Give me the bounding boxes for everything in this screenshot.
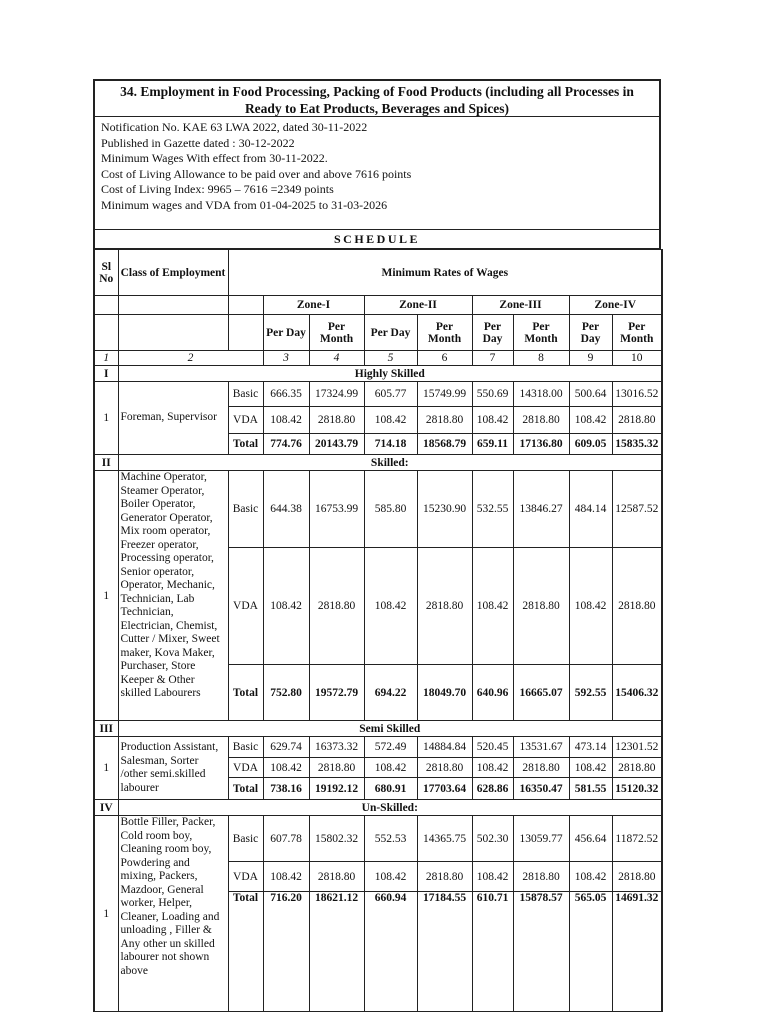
col-num-6: 6 bbox=[417, 351, 472, 366]
wage-cell: 14691.32 bbox=[612, 892, 662, 1012]
zone-2-header: Zone-II bbox=[364, 296, 472, 315]
wage-cell: 17703.64 bbox=[417, 778, 472, 800]
note-cola: Cost of Living Allowance to be paid over and above 7616 points bbox=[101, 166, 412, 181]
col-num-7: 7 bbox=[472, 351, 513, 366]
wage-cell: 2818.80 bbox=[417, 548, 472, 665]
row-label: Total bbox=[228, 778, 263, 800]
wage-cell: 2818.80 bbox=[417, 758, 472, 778]
header-min-rates: Minimum Rates of Wages bbox=[228, 250, 662, 296]
wage-cell: 108.42 bbox=[472, 548, 513, 665]
wage-cell: 20143.79 bbox=[309, 434, 364, 455]
sl-number: 1 bbox=[94, 382, 118, 455]
zone-3-header: Zone-III bbox=[472, 296, 569, 315]
wage-cell: 16665.07 bbox=[513, 665, 569, 721]
wage-cell: 14365.75 bbox=[417, 816, 472, 862]
wage-table bbox=[93, 249, 663, 1012]
wage-cell: 14884.84 bbox=[417, 737, 472, 758]
employment-class: Machine Operator, Steamer Operator, Boiler Operator, Generator Operator, Mix room operator, Freezer operator, Processing operator, Senior operator, Operator, Mechanic, Technician, Lab Technician, Electrician, Chemist, Cutter / Mixer, Sweet maker, Kova Maker, Purchaser, Store Keeper & Other skilled Labourers bbox=[118, 471, 228, 721]
page-title bbox=[93, 79, 661, 117]
wage-cell: 12301.52 bbox=[612, 737, 662, 758]
wage-cell: 500.64 bbox=[569, 382, 612, 407]
note-gazette: Published in Gazette dated : 30-12-2022 bbox=[101, 135, 295, 150]
wage-cell: 108.42 bbox=[569, 407, 612, 434]
wage-cell: 108.42 bbox=[472, 862, 513, 892]
sl-number: 1 bbox=[94, 816, 118, 1012]
sl-number: 1 bbox=[94, 737, 118, 800]
row-label: Basic bbox=[228, 382, 263, 407]
wage-cell: 484.14 bbox=[569, 471, 612, 548]
wage-cell: 17324.99 bbox=[309, 382, 364, 407]
wage-cell: 2818.80 bbox=[513, 548, 569, 665]
wage-cell: 13016.52 bbox=[612, 382, 662, 407]
wage-cell: 502.30 bbox=[472, 816, 513, 862]
row-label: Basic bbox=[228, 816, 263, 862]
wage-cell: 2818.80 bbox=[309, 862, 364, 892]
wage-cell: 15406.32 bbox=[612, 665, 662, 721]
wage-cell: 660.94 bbox=[364, 892, 417, 1012]
zone-4-header: Zone-IV bbox=[569, 296, 662, 315]
section-roman: III bbox=[94, 721, 118, 737]
wage-cell: 15835.32 bbox=[612, 434, 662, 455]
employment-class: Bottle Filler, Packer, Cold room boy, Cleaning room boy, Powdering and mixing, Packers, Mazdoor, General worker, Helper, Cleaner, Loading and unloading , Filler & Any other un skilled labourer not shown above bbox=[118, 816, 228, 1012]
wage-cell: 108.42 bbox=[364, 548, 417, 665]
wage-cell: 108.42 bbox=[263, 548, 309, 665]
wage-cell: 108.42 bbox=[364, 862, 417, 892]
row-label: VDA bbox=[228, 407, 263, 434]
wage-cell: 2818.80 bbox=[612, 548, 662, 665]
wage-cell: 666.35 bbox=[263, 382, 309, 407]
wage-cell: 609.05 bbox=[569, 434, 612, 455]
wage-cell: 18049.70 bbox=[417, 665, 472, 721]
wage-cell: 565.05 bbox=[569, 892, 612, 1012]
schedule-label: SCHEDULE bbox=[93, 230, 661, 249]
section-name: Skilled: bbox=[118, 455, 662, 471]
wage-cell: 108.42 bbox=[569, 862, 612, 892]
section-name: Un-Skilled: bbox=[118, 800, 662, 816]
wage-cell: 18621.12 bbox=[309, 892, 364, 1012]
wage-cell: 644.38 bbox=[263, 471, 309, 548]
section-header-row bbox=[94, 721, 662, 737]
section-roman: IV bbox=[94, 800, 118, 816]
wage-cell: 2818.80 bbox=[612, 407, 662, 434]
wage-cell: 628.86 bbox=[472, 778, 513, 800]
wage-cell: 19192.12 bbox=[309, 778, 364, 800]
zone-3-per-month: Per Month bbox=[513, 315, 569, 351]
wage-cell: 607.78 bbox=[263, 816, 309, 862]
wage-cell: 13059.77 bbox=[513, 816, 569, 862]
row-label: Basic bbox=[228, 737, 263, 758]
wage-cell: 108.42 bbox=[263, 407, 309, 434]
employment-class: Production Assistant, Salesman, Sorter /other semi.skilled labourer bbox=[118, 737, 228, 800]
wage-cell: 108.42 bbox=[569, 548, 612, 665]
wage-cell: 2818.80 bbox=[612, 758, 662, 778]
header-sl-no: Sl No bbox=[94, 250, 118, 296]
zone-1-header: Zone-I bbox=[263, 296, 364, 315]
section-name: Highly Skilled bbox=[118, 366, 662, 382]
section-name: Semi Skilled bbox=[118, 721, 662, 737]
wage-cell: 659.11 bbox=[472, 434, 513, 455]
wage-cell: 640.96 bbox=[472, 665, 513, 721]
section-header-row bbox=[94, 455, 662, 471]
zone-1-per-day: Per Day bbox=[263, 315, 309, 351]
wage-cell: 15802.32 bbox=[309, 816, 364, 862]
wage-cell: 13846.27 bbox=[513, 471, 569, 548]
note-notification: Notification No. KAE 63 LWA 2022, dated 30-11-2022 bbox=[101, 120, 368, 134]
note-period: Minimum wages and VDA from 01-04-2025 to 31-03-2026 bbox=[101, 197, 388, 212]
row-label: Total bbox=[228, 434, 263, 455]
wage-cell: 714.18 bbox=[364, 434, 417, 455]
row-label: VDA bbox=[228, 548, 263, 665]
wage-cell: 11872.52 bbox=[612, 816, 662, 862]
title-line-2: Ready to Eat Products, Beverages and Spices) bbox=[244, 101, 510, 116]
zone-2-per-day: Per Day bbox=[364, 315, 417, 351]
wage-cell: 17136.80 bbox=[513, 434, 569, 455]
wage-cell: 108.42 bbox=[263, 758, 309, 778]
header-class: Class of Employment bbox=[118, 250, 228, 296]
sl-number: 1 bbox=[94, 471, 118, 721]
wage-cell: 605.77 bbox=[364, 382, 417, 407]
wage-cell: 716.20 bbox=[263, 892, 309, 1012]
wage-cell: 2818.80 bbox=[513, 407, 569, 434]
wage-cell: 16350.47 bbox=[513, 778, 569, 800]
wage-cell: 19572.79 bbox=[309, 665, 364, 721]
wage-cell: 572.49 bbox=[364, 737, 417, 758]
column-number-row bbox=[94, 351, 662, 366]
col-num-8: 8 bbox=[513, 351, 569, 366]
wage-cell: 108.42 bbox=[472, 758, 513, 778]
wage-cell: 108.42 bbox=[569, 758, 612, 778]
section-roman: I bbox=[94, 366, 118, 382]
wage-cell: 2818.80 bbox=[513, 758, 569, 778]
zone-2-per-month: Per Month bbox=[417, 315, 472, 351]
wage-cell: 585.80 bbox=[364, 471, 417, 548]
wage-cell: 16753.99 bbox=[309, 471, 364, 548]
notification-notes bbox=[93, 117, 661, 230]
wage-cell: 473.14 bbox=[569, 737, 612, 758]
row-label: Total bbox=[228, 892, 263, 1012]
section-header-row bbox=[94, 366, 662, 382]
section-header-row bbox=[94, 800, 662, 816]
wage-schedule-page bbox=[93, 79, 661, 1024]
table-row bbox=[94, 737, 662, 758]
note-cost-index: Cost of Living Index: 9965 – 7616 =2349 points bbox=[101, 182, 334, 196]
wage-cell: 12587.52 bbox=[612, 471, 662, 548]
zone-4-per-month: Per Month bbox=[612, 315, 662, 351]
wage-cell: 774.76 bbox=[263, 434, 309, 455]
wage-cell: 108.42 bbox=[364, 758, 417, 778]
zone-3-per-day: Per Day bbox=[472, 315, 513, 351]
wage-cell: 738.16 bbox=[263, 778, 309, 800]
wage-cell: 108.42 bbox=[263, 862, 309, 892]
wage-cell: 2818.80 bbox=[309, 758, 364, 778]
col-num-2: 2 bbox=[118, 351, 263, 366]
table-row bbox=[94, 471, 662, 548]
wage-cell: 15230.90 bbox=[417, 471, 472, 548]
wage-cell: 610.71 bbox=[472, 892, 513, 1012]
row-label: Total bbox=[228, 665, 263, 721]
wage-cell: 456.64 bbox=[569, 816, 612, 862]
col-num-3: 3 bbox=[263, 351, 309, 366]
section-roman: II bbox=[94, 455, 118, 471]
zone-4-per-day: Per Day bbox=[569, 315, 612, 351]
wage-cell: 2818.80 bbox=[309, 407, 364, 434]
wage-cell: 108.42 bbox=[472, 407, 513, 434]
wage-cell: 15120.32 bbox=[612, 778, 662, 800]
employment-class: Foreman, Supervisor bbox=[118, 382, 228, 455]
wage-cell: 16373.32 bbox=[309, 737, 364, 758]
wage-cell: 629.74 bbox=[263, 737, 309, 758]
row-label: VDA bbox=[228, 862, 263, 892]
wage-cell: 15878.57 bbox=[513, 892, 569, 1012]
col-num-9: 9 bbox=[569, 351, 612, 366]
col-num-4: 4 bbox=[309, 351, 364, 366]
wage-cell: 2818.80 bbox=[612, 862, 662, 892]
wage-cell: 532.55 bbox=[472, 471, 513, 548]
row-label: VDA bbox=[228, 758, 263, 778]
wage-cell: 592.55 bbox=[569, 665, 612, 721]
wage-cell: 552.53 bbox=[364, 816, 417, 862]
col-num-5: 5 bbox=[364, 351, 417, 366]
wage-cell: 13531.67 bbox=[513, 737, 569, 758]
wage-cell: 581.55 bbox=[569, 778, 612, 800]
wage-cell: 680.91 bbox=[364, 778, 417, 800]
row-label: Basic bbox=[228, 471, 263, 548]
wage-cell: 694.22 bbox=[364, 665, 417, 721]
wage-cell: 17184.55 bbox=[417, 892, 472, 1012]
zone-1-per-month: Per Month bbox=[309, 315, 364, 351]
table-row bbox=[94, 382, 662, 407]
wage-cell: 18568.79 bbox=[417, 434, 472, 455]
wage-cell: 108.42 bbox=[364, 407, 417, 434]
wage-cell: 2818.80 bbox=[309, 548, 364, 665]
wage-cell: 2818.80 bbox=[513, 862, 569, 892]
wage-cell: 14318.00 bbox=[513, 382, 569, 407]
table-row bbox=[94, 816, 662, 862]
col-num-10: 10 bbox=[612, 351, 662, 366]
wage-cell: 2818.80 bbox=[417, 407, 472, 434]
title-line-1: 34. Employment in Food Processing, Packing of Food Products (including all Processes in bbox=[120, 84, 634, 99]
wage-cell: 752.80 bbox=[263, 665, 309, 721]
wage-cell: 2818.80 bbox=[417, 862, 472, 892]
wage-cell: 550.69 bbox=[472, 382, 513, 407]
wage-cell: 15749.99 bbox=[417, 382, 472, 407]
col-num-1: 1 bbox=[94, 351, 118, 366]
wage-cell: 520.45 bbox=[472, 737, 513, 758]
note-effective-date: Minimum Wages With effect from 30-11-2022. bbox=[101, 151, 328, 165]
